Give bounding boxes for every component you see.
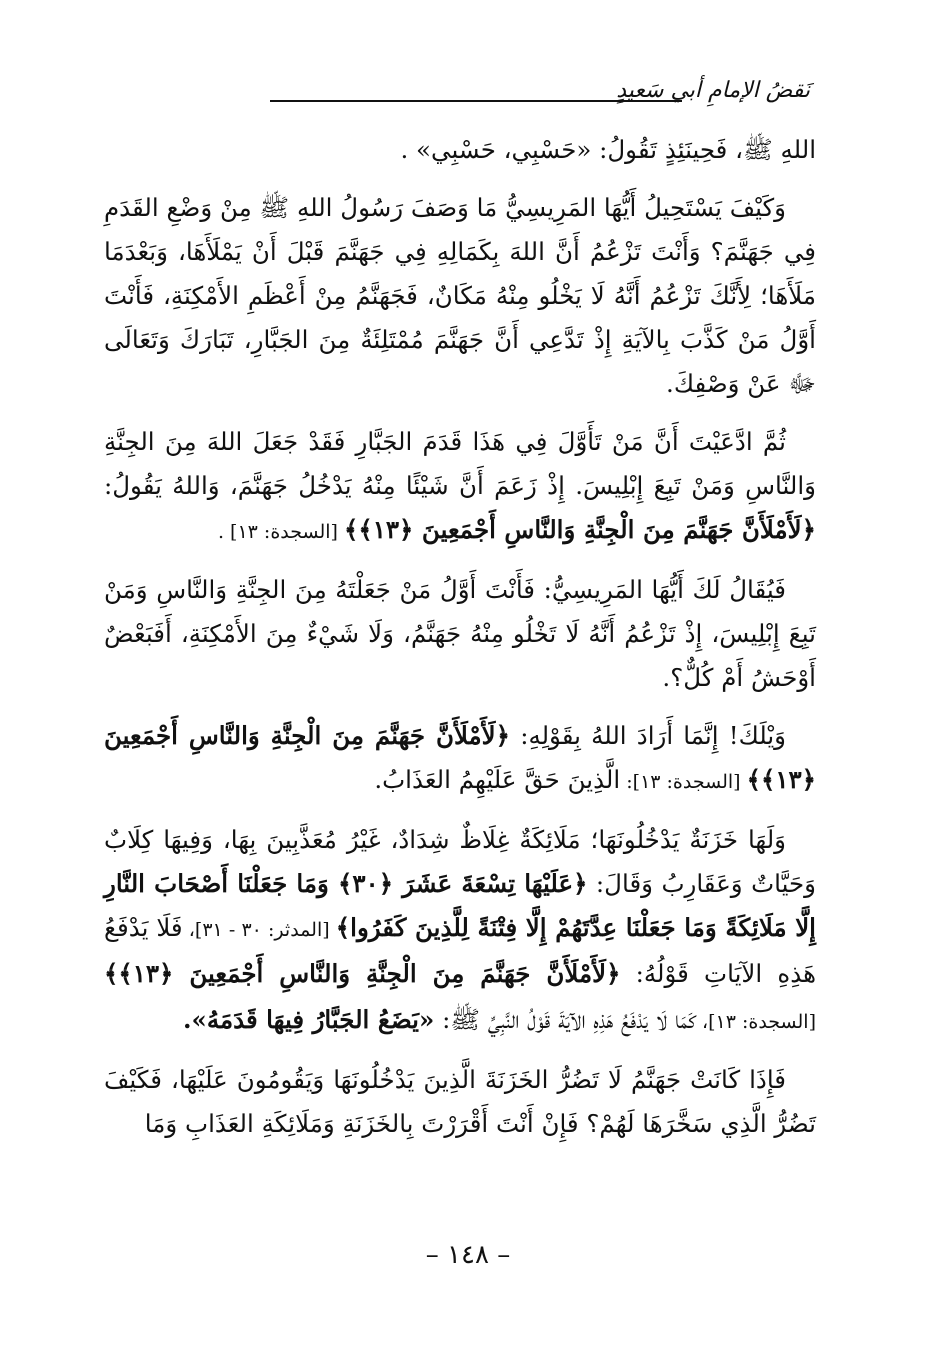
paragraph — [104, 128, 816, 172]
header-rule — [270, 100, 682, 102]
text-run: الَّذِينَ حَقَّ عَلَيْهِمُ العَذَابُ. — [374, 765, 621, 794]
body-text — [104, 128, 816, 1160]
header-title: نَقضُ الإمامِ أبي سَعيدٍ — [616, 78, 810, 103]
text-run: وَلَهَا خَزَنَةٌ يَدْخُلُونَهَا؛ مَلَائِكَةٌ غِلَاظٌ شِدَادٌ، غَيْرُ مُعَذَّبِينَ بِهَا، وَفِيهَا كِلَابٌ وَحَيَّاتٌ وَعَقَارِبُ وَقَالَ: — [104, 825, 816, 898]
page-number: – ١٤٨ – — [425, 1240, 511, 1270]
verse-reference: [السجدة: ١٣] . — [217, 521, 344, 543]
text-run: وَيْلَكَ! إِنَّمَا أَرَادَ اللهُ بِقَوْلِهِ: — [510, 721, 786, 750]
paragraph — [104, 568, 816, 700]
text-run: فَلَا يَدْفَعُ هَذِهِ الآيَاتِ قَوْلُهُ: — [104, 913, 816, 988]
quran-verse: ﴿لَأَمْلَأَنَّ جَهَنَّمَ مِنَ الْجِنَّةِ وَالنَّاسِ أَجْمَعِينَ ﴿١٣﴾﴾ — [104, 959, 621, 988]
text-run: وَكَيْفَ يَسْتَحِيلُ أَيُّهَا المَرِيسِيُّ مَا وَصَفَ رَسُولُ اللهِ ﷺ مِنْ وَضْعِ القَدَمِ فِي جَهَنَّمَ؟ وَأَنْتَ تَزْعُمُ أَنَّ اللهَ بِكَمَالِهِ فِي جَهَنَّمَ قَبْلَ أَنْ يَمْلَأَهَا، وَبَعْدَمَا مَلَأَهَا؛ لِأَنَّكَ تَزْعُمُ أَنَّهُ لَا يَخْلُو مِنْهُ مَكَانٌ، فَجَهَنَّمُ مِنْ أَعْظَمِ الأَمْكِنَةِ، فَأَنْتَ أَوَّلُ مَنْ كَذَّبَ بِالآيَةِ إِذْ تَدَّعِي أَنَّ جَهَنَّمَ مُمْتَلِئَةٌ مِنَ الجَبَّارِ، تَبَارَكَ وَتَعَالَى ﷻ عَنْ وَصْفِكَ. — [104, 193, 816, 398]
text-run: فَإِذَا كَانَتْ جَهَنَّمُ لَا تَضُرُّ الخَزَنَةَ الَّذِينَ يَدْخُلُونَهَا وَيَقُومُونَ عَلَيْهَا، فَكَيْفَ تَضُرُّ الَّذِي سَخَّرَهَا لَهُمْ؟ فَإِنْ أَنْتَ أَقْرَرْتَ بِالخَزَنَةِ وَمَلَائِكَةِ العَذَابِ وَمَا — [104, 1065, 816, 1138]
paragraph — [104, 186, 816, 406]
paragraph — [104, 420, 816, 554]
paragraph — [104, 1058, 816, 1146]
verse-reference: [السجدة: ١٣]: — [620, 771, 747, 793]
paragraph — [104, 818, 816, 1044]
verse-reference: [المدثر: ٣٠ - ٣١]، — [182, 919, 336, 941]
quran-verse: ﴿لَأَمْلَأَنَّ جَهَنَّمَ مِنَ الْجِنَّةِ وَالنَّاسِ أَجْمَعِينَ ﴿١٣﴾﴾ — [104, 721, 816, 794]
quran-verse: ﴿عَلَيْهَا تِسْعَةَ عَشَرَ ﴿٣٠﴾ وَمَا جَعَلْنَا أَصْحَابَ النَّارِ إِلَّا مَلَائِكَةً وَمَا جَعَلْنَا عِدَّتَهُمْ إِلَّا فِتْنَةً لِلَّذِينَ كَفَرُوا﴾ — [104, 869, 816, 942]
quran-verse: ﴿لَأَمْلَأَنَّ جَهَنَّمَ مِنَ الْجِنَّةِ وَالنَّاسِ أَجْمَعِينَ ﴿١٣﴾﴾ — [343, 515, 816, 544]
verse-reference: [السجدة: ١٣]، — [695, 1011, 816, 1033]
text-run: ثُمَّ ادَّعَيْتَ أَنَّ مَنْ تَأَوَّلَ فِي هَذَا قَدَمَ الجَبَّارِ فَقَدْ جَعَلَ اللهَ مِنَ الجِنَّةِ وَالنَّاسِ وَمَنْ تَبِعَ إِبْلِيسَ. إِذْ زَعَمَ أَنَّ شَيْئًا مِنْهُ يَدْخُلُ جَهَنَّمَ، وَاللهُ يَقُولُ: — [104, 427, 816, 500]
text-run: كَمَا لَا يَدْفَعُ هَذِهِ الآيَةَ قَوْلُ النَّبِيِّ ﷺ: — [434, 1005, 696, 1034]
text-run: فَيُقَالُ لَكَ أَيُّهَا المَرِيسِيُّ: فَأَنْتَ أَوَّلُ مَنْ جَعَلْتَهُ مِنَ الجِنَّةِ وَالنَّاسِ وَمَنْ تَبِعَ إِبْلِيسَ، إِذْ تَزْعُمُ أَنَّهُ لَا تَخْلُو مِنْهُ جَهَنَّمُ، وَلَا شَيْءٌ مِنَ الأَمْكِنَةِ، أَفَبَعْضٌ أَوْحَشُ أَمْ كُلٌّ؟. — [104, 575, 816, 692]
paragraph — [104, 714, 816, 804]
hadith-quote: «يَضَعُ الجَبَّارُ فِيهَا قَدَمَهُ». — [182, 1005, 435, 1034]
text-run: اللهِ ﷺ، فَحِينَئِذٍ تَقُولُ: «حَسْبِي، حَسْبِي» . — [400, 135, 816, 164]
running-header — [270, 78, 810, 118]
